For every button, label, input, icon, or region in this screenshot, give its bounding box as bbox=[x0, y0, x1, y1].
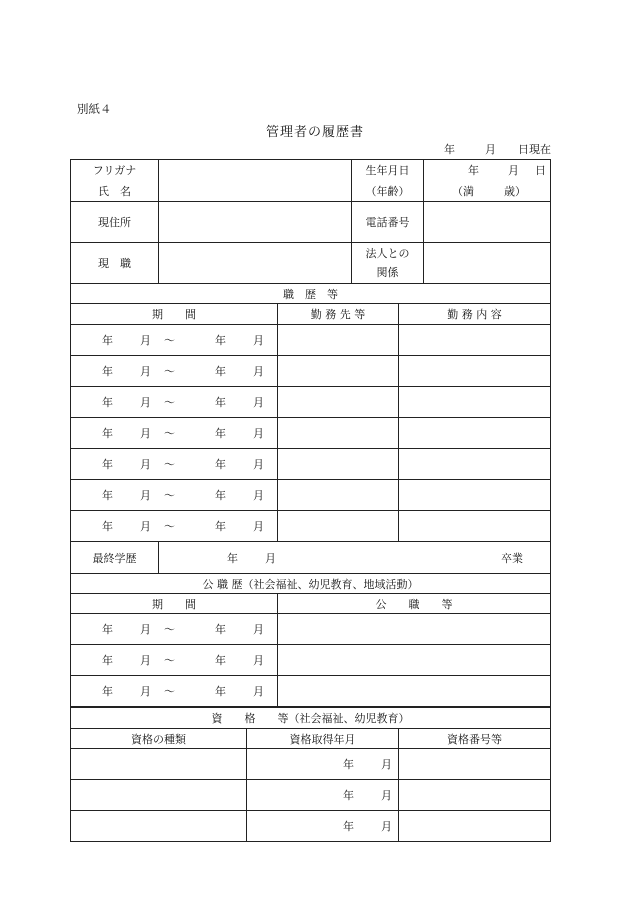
birth-month: 月 bbox=[508, 164, 519, 178]
qualification-date-cell[interactable] bbox=[247, 811, 399, 842]
qualification-row bbox=[71, 749, 551, 780]
career-period-cell[interactable] bbox=[71, 449, 278, 480]
career-row bbox=[71, 325, 551, 356]
qualification-number-cell[interactable] bbox=[399, 749, 551, 780]
public-career-col-period: 期 間 bbox=[71, 594, 278, 614]
year-end: 年 bbox=[215, 365, 226, 378]
career-workplace-cell[interactable] bbox=[278, 480, 399, 511]
range-tilde: ～ bbox=[164, 427, 175, 440]
year-end: 年 bbox=[215, 334, 226, 347]
month-end: 月 bbox=[253, 365, 264, 378]
range-tilde: ～ bbox=[164, 489, 175, 502]
career-workplace-cell[interactable] bbox=[278, 387, 399, 418]
year-start: 年 bbox=[102, 427, 113, 440]
career-row bbox=[71, 418, 551, 449]
education-field[interactable] bbox=[159, 542, 551, 574]
range-tilde: ～ bbox=[164, 623, 175, 636]
birth-year: 年 bbox=[468, 164, 479, 178]
month-start: 月 bbox=[140, 334, 151, 347]
qualification-year: 年 bbox=[343, 789, 354, 802]
month-start: 月 bbox=[140, 427, 151, 440]
month-start: 月 bbox=[140, 458, 151, 471]
qualification-type-cell[interactable] bbox=[71, 749, 247, 780]
education-month: 月 bbox=[265, 551, 276, 565]
year-start: 年 bbox=[102, 623, 113, 636]
career-workplace-cell[interactable] bbox=[278, 449, 399, 480]
phone-field[interactable] bbox=[424, 202, 551, 243]
date-year: 年 bbox=[444, 143, 455, 156]
career-row bbox=[71, 480, 551, 511]
range-tilde: ～ bbox=[164, 334, 175, 347]
year-end: 年 bbox=[215, 654, 226, 667]
qualification-date-cell[interactable] bbox=[247, 749, 399, 780]
page-title: 管理者の履歴書 bbox=[265, 125, 364, 140]
month-start: 月 bbox=[140, 520, 151, 533]
year-end: 年 bbox=[215, 623, 226, 636]
public-career-period-cell[interactable] bbox=[71, 645, 278, 676]
range-tilde: ～ bbox=[164, 520, 175, 533]
month-end: 月 bbox=[253, 654, 264, 667]
qualification-number-cell[interactable] bbox=[399, 780, 551, 811]
address-field[interactable] bbox=[159, 202, 352, 243]
year-start: 年 bbox=[102, 458, 113, 471]
age-field[interactable] bbox=[424, 181, 551, 202]
date-day-now: 日現在 bbox=[518, 143, 551, 156]
age-suffix: 歳） bbox=[504, 184, 526, 198]
month-end: 月 bbox=[253, 623, 264, 636]
career-row bbox=[71, 449, 551, 480]
public-career-position-cell[interactable] bbox=[278, 645, 551, 676]
career-workplace-cell[interactable] bbox=[278, 356, 399, 387]
year-start: 年 bbox=[102, 520, 113, 533]
year-end: 年 bbox=[215, 458, 226, 471]
range-tilde: ～ bbox=[164, 654, 175, 667]
career-duties-cell[interactable] bbox=[399, 356, 551, 387]
public-career-position-cell[interactable] bbox=[278, 676, 551, 707]
career-row bbox=[71, 511, 551, 542]
month-end: 月 bbox=[253, 396, 264, 409]
career-period-cell[interactable] bbox=[71, 387, 278, 418]
year-end: 年 bbox=[215, 489, 226, 502]
career-workplace-cell[interactable] bbox=[278, 325, 399, 356]
career-duties-cell[interactable] bbox=[399, 387, 551, 418]
career-duties-cell[interactable] bbox=[399, 449, 551, 480]
address-label: 現住所 bbox=[71, 202, 159, 243]
relation-label bbox=[352, 243, 424, 284]
attachment-label: 別紙４ bbox=[77, 102, 112, 116]
qualification-month: 月 bbox=[381, 758, 392, 771]
year-start: 年 bbox=[102, 654, 113, 667]
birthdate-field[interactable] bbox=[424, 160, 551, 181]
qualification-type-cell[interactable] bbox=[71, 811, 247, 842]
public-career-period-cell[interactable] bbox=[71, 676, 278, 707]
date-month: 月 bbox=[485, 143, 496, 156]
career-col-period: 期 間 bbox=[71, 304, 278, 325]
year-start: 年 bbox=[102, 365, 113, 378]
age-label: （年齢） bbox=[352, 181, 424, 202]
public-career-row bbox=[71, 645, 551, 676]
name-field[interactable] bbox=[159, 160, 352, 202]
year-end: 年 bbox=[215, 520, 226, 533]
public-career-period-cell[interactable] bbox=[71, 614, 278, 645]
month-end: 月 bbox=[253, 520, 264, 533]
career-col-workplace: 勤 務 先 等 bbox=[278, 304, 399, 325]
current-job-field[interactable] bbox=[159, 243, 352, 284]
education-table bbox=[70, 541, 551, 574]
career-period-cell[interactable] bbox=[71, 480, 278, 511]
relation-label-line2: 関係 bbox=[376, 266, 399, 279]
qualification-type-cell[interactable] bbox=[71, 780, 247, 811]
month-start: 月 bbox=[140, 365, 151, 378]
birthdate-label: 生年月日 bbox=[352, 160, 424, 181]
qualifications-table bbox=[70, 707, 551, 842]
qualifications-col-type: 資格の種類 bbox=[71, 729, 247, 749]
year-end: 年 bbox=[215, 427, 226, 440]
month-start: 月 bbox=[140, 623, 151, 636]
current-job-label: 現 職 bbox=[71, 243, 159, 284]
qualification-month: 月 bbox=[381, 820, 392, 833]
qualification-row bbox=[71, 780, 551, 811]
career-section-title: 職 歴 等 bbox=[71, 284, 551, 304]
qualification-year: 年 bbox=[343, 820, 354, 833]
career-col-duties: 勤 務 内 容 bbox=[399, 304, 551, 325]
year-start: 年 bbox=[102, 396, 113, 409]
birth-day: 日 bbox=[535, 164, 546, 178]
public-career-row bbox=[71, 614, 551, 645]
month-end: 月 bbox=[253, 427, 264, 440]
relation-field[interactable] bbox=[424, 243, 551, 284]
range-tilde: ～ bbox=[164, 685, 175, 698]
month-start: 月 bbox=[140, 654, 151, 667]
career-duties-cell[interactable] bbox=[399, 511, 551, 542]
career-period-cell[interactable] bbox=[71, 511, 278, 542]
qualification-row bbox=[71, 811, 551, 842]
year-start: 年 bbox=[102, 685, 113, 698]
personal-info-table bbox=[70, 159, 551, 284]
public-career-section-title: 公 職 歴（社会福祉、幼児教育、地域活動） bbox=[71, 574, 551, 594]
month-start: 月 bbox=[140, 489, 151, 502]
public-career-row bbox=[71, 676, 551, 707]
qualification-number-cell[interactable] bbox=[399, 811, 551, 842]
career-period-cell[interactable] bbox=[71, 356, 278, 387]
career-row bbox=[71, 356, 551, 387]
qualification-date-cell[interactable] bbox=[247, 780, 399, 811]
qualification-year: 年 bbox=[343, 758, 354, 771]
career-duties-cell[interactable] bbox=[399, 480, 551, 511]
year-start: 年 bbox=[102, 489, 113, 502]
education-graduation: 卒業 bbox=[501, 551, 523, 565]
public-career-col-position: 公 職 等 bbox=[278, 594, 551, 614]
year-end: 年 bbox=[215, 396, 226, 409]
career-period-cell[interactable] bbox=[71, 418, 278, 449]
career-period-cell[interactable] bbox=[71, 325, 278, 356]
education-label: 最終学歴 bbox=[71, 542, 159, 574]
qualifications-col-number: 資格番号等 bbox=[399, 729, 551, 749]
public-career-position-cell[interactable] bbox=[278, 614, 551, 645]
career-duties-cell[interactable] bbox=[399, 418, 551, 449]
name-label: 氏 名 bbox=[71, 181, 159, 202]
career-workplace-cell[interactable] bbox=[278, 418, 399, 449]
month-end: 月 bbox=[253, 458, 264, 471]
range-tilde: ～ bbox=[164, 365, 175, 378]
range-tilde: ～ bbox=[164, 458, 175, 471]
public-career-table bbox=[70, 573, 551, 707]
furigana-label: フリガナ bbox=[71, 160, 159, 181]
year-end: 年 bbox=[215, 685, 226, 698]
range-tilde: ～ bbox=[164, 396, 175, 409]
relation-label-line1: 法人との bbox=[365, 247, 410, 260]
qualifications-section-title: 資 格 等（社会福祉、幼児教育） bbox=[71, 708, 551, 729]
education-year: 年 bbox=[227, 551, 238, 565]
career-table bbox=[70, 283, 551, 542]
month-start: 月 bbox=[140, 396, 151, 409]
age-prefix: （満 bbox=[452, 184, 474, 198]
qualification-month: 月 bbox=[381, 789, 392, 802]
month-start: 月 bbox=[140, 685, 151, 698]
career-row bbox=[71, 387, 551, 418]
month-end: 月 bbox=[253, 685, 264, 698]
month-end: 月 bbox=[253, 489, 264, 502]
qualifications-col-date: 資格取得年月 bbox=[247, 729, 399, 749]
career-workplace-cell[interactable] bbox=[278, 511, 399, 542]
phone-label: 電話番号 bbox=[352, 202, 424, 243]
career-duties-cell[interactable] bbox=[399, 325, 551, 356]
month-end: 月 bbox=[253, 334, 264, 347]
year-start: 年 bbox=[102, 334, 113, 347]
